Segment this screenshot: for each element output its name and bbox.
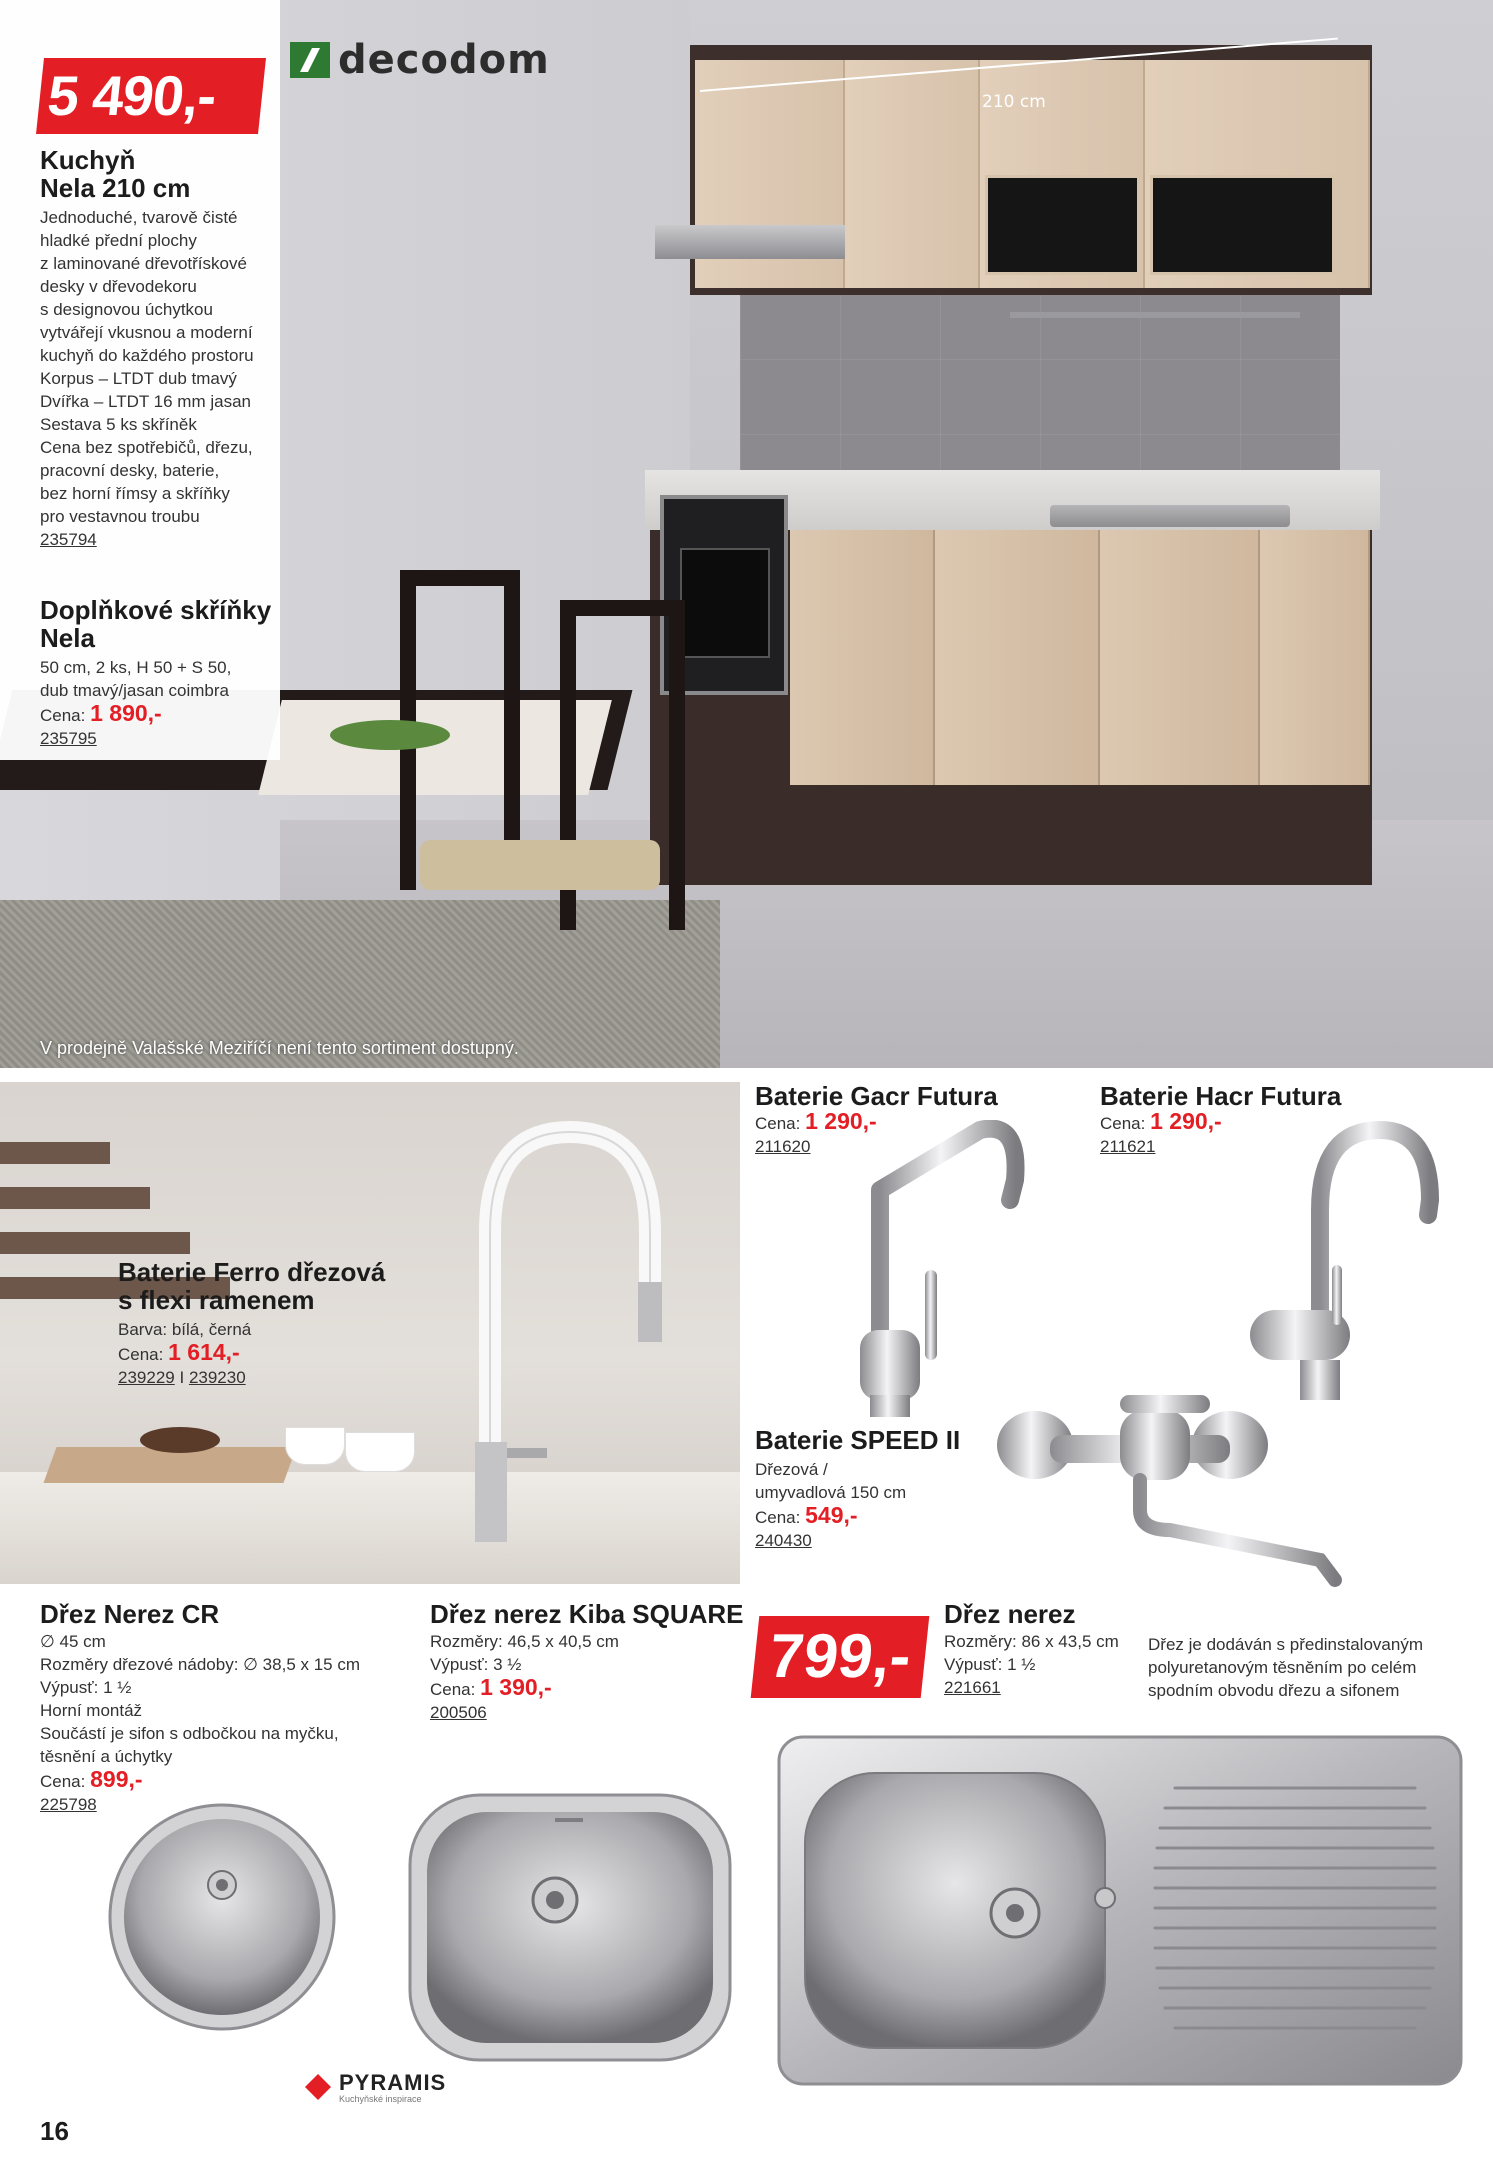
bowl	[140, 1427, 220, 1453]
dimension-label: 210 cm	[982, 92, 1046, 112]
kitchen-product	[40, 146, 280, 551]
gacr-faucet-image	[840, 1120, 1030, 1420]
round-sink-image	[105, 1800, 340, 2035]
oven-window	[680, 548, 770, 658]
ferro-faucet-product: Baterie Ferro dřezová s flexi ramenem Barva: bílá, černá Cena: 1 614,- 239229 I 239230	[118, 1258, 448, 1389]
square-sink-image	[405, 1790, 735, 2065]
chair-cushion	[420, 840, 660, 890]
product-code[interactable]: 235794	[40, 530, 97, 549]
product-code[interactable]: 211621	[1100, 1137, 1156, 1156]
product-title: Baterie SPEED II	[755, 1425, 961, 1455]
product-price: 1 290,-	[1150, 1108, 1222, 1134]
product-title: s flexi ramenem	[118, 1285, 315, 1315]
sink-kiba-product	[430, 1600, 750, 1724]
wall-cabinet-door	[845, 60, 980, 288]
brand-name: decodom	[338, 37, 550, 83]
sink-nerez-price-badge: 799,-	[751, 1616, 930, 1698]
price-line: Cena: 549,-	[755, 1502, 858, 1528]
cup	[285, 1427, 345, 1465]
product-title: Dřez nerez Kiba SQUARE	[430, 1599, 744, 1629]
price-line: Cena: 1 290,-	[755, 1108, 877, 1134]
price-line: Cena: 1 614,-	[118, 1339, 240, 1365]
product-code[interactable]: 239230	[188, 1368, 246, 1387]
decodom-logo	[290, 37, 550, 83]
speed-faucet-product: Baterie SPEED II Dřezová / umyvadlová 150 cm Cena: 549,- 240430	[755, 1426, 975, 1552]
product-code[interactable]: 200506	[430, 1703, 487, 1722]
cup	[345, 1432, 415, 1472]
product-title: Baterie Gacr Futura	[755, 1081, 998, 1111]
product-code[interactable]: 221661	[944, 1678, 1001, 1697]
product-description: Jednoduché, tvarově čisté hladké přední plochy z laminované dřevotřískové desky v dřevodekoru s designovou úchytkou vytvářejí vkusnou a moderní kuchyň do každého prostoru Korpus – LTDT dub tmavý Dvířka – LTDT 16 mm jasan Sestava 5 ks skříněk Cena bez spotřebičů, dřezu, pracovní desky, baterie, bez horní římsy a skříňky pro vestavnou troubu	[40, 208, 254, 526]
flexi-faucet-image	[430, 1112, 680, 1552]
product-code[interactable]: 225798	[40, 1795, 97, 1814]
product-price: 1 290,-	[805, 1108, 877, 1134]
pyramis-mark-icon	[305, 2074, 331, 2100]
price-line: Cena: 899,-	[40, 1766, 143, 1792]
product-price: 549,-	[805, 1502, 858, 1528]
base-cabinet-door	[1260, 530, 1370, 785]
brand-mark-icon	[290, 42, 330, 78]
product-title: Nela 210 cm	[40, 173, 191, 203]
partner-name: PYRAMIS	[339, 2070, 447, 2095]
base-cabinet-door	[1100, 530, 1260, 785]
product-code[interactable]: 211620	[755, 1137, 811, 1156]
pyramis-logo	[305, 2070, 446, 2104]
drainboard-sink-image	[775, 1733, 1465, 2088]
product-description: Rozměry: 86 x 43,5 cm Výpusť: 1 ½	[944, 1632, 1119, 1674]
product-title: Kuchyň	[40, 145, 136, 175]
product-code[interactable]: 239229	[118, 1368, 175, 1387]
kitchen-price-badge: 5 490,-	[36, 58, 266, 134]
speed-faucet-image	[990, 1380, 1350, 1600]
base-cabinet-door	[790, 530, 935, 785]
sink-nerez-product	[944, 1600, 1144, 1699]
availability-notice: V prodejně Valašské Meziříčí není tento sortiment dostupný.	[40, 1038, 519, 1058]
product-price: 1 614,-	[168, 1339, 240, 1365]
product-title: Baterie Hacr Futura	[1100, 1081, 1342, 1111]
glass-cabinet	[985, 175, 1140, 275]
base-cabinet-door	[935, 530, 1100, 785]
extra-cabinets-product: Doplňkové skříňky Nela 50 cm, 2 ks, H 50 + S 50, dub tmavý/jasan coimbra Cena: 1 890,- 235795	[40, 596, 280, 750]
built-in-sink	[1050, 505, 1290, 527]
page-number: 16	[40, 2116, 69, 2146]
product-price: 899,-	[90, 1766, 143, 1792]
cooker-hood	[655, 225, 845, 259]
sink-nerez-note: Dřez je dodáván s předinstalovaným polyuretanovým těsněním po celém spodním obvodu dřezu a sifonem	[1148, 1635, 1423, 1700]
utensil-rail	[1010, 312, 1300, 318]
salad-plate	[330, 720, 450, 750]
product-title: Dřez Nerez CR	[40, 1599, 220, 1629]
product-code[interactable]: 235795	[40, 729, 97, 748]
product-title: Doplňkové skříňky	[40, 595, 272, 625]
partner-tagline: Kuchyňské inspirace	[339, 2094, 422, 2104]
product-description: Rozměry: 46,5 x 40,5 cm Výpusť: 3 ½	[430, 1632, 619, 1674]
price-line: Cena: 1 890,-	[40, 700, 162, 726]
price-line: Cena: 1 290,-	[1100, 1108, 1222, 1134]
product-title: Nela	[40, 623, 95, 653]
product-codes: 239229 I 239230	[118, 1368, 246, 1387]
product-code[interactable]: 240430	[755, 1531, 812, 1550]
price-line: Cena: 1 390,-	[430, 1674, 552, 1700]
product-title: Baterie Ferro dřezová	[118, 1257, 386, 1287]
product-title: Dřez nerez	[944, 1599, 1076, 1629]
product-price: 1 390,-	[480, 1674, 552, 1700]
product-description: ∅ 45 cm Rozměry dřezové nádoby: ∅ 38,5 x 15 cm Výpusť: 1 ½ Horní montáž Součástí je sifon s odbočkou na myčku, těsnění a úchytky	[40, 1632, 361, 1766]
product-price: 1 890,-	[90, 700, 162, 726]
sink-cr-product	[40, 1600, 420, 1816]
glass-cabinet	[1150, 175, 1335, 275]
hacr-faucet-image	[1240, 1120, 1440, 1400]
